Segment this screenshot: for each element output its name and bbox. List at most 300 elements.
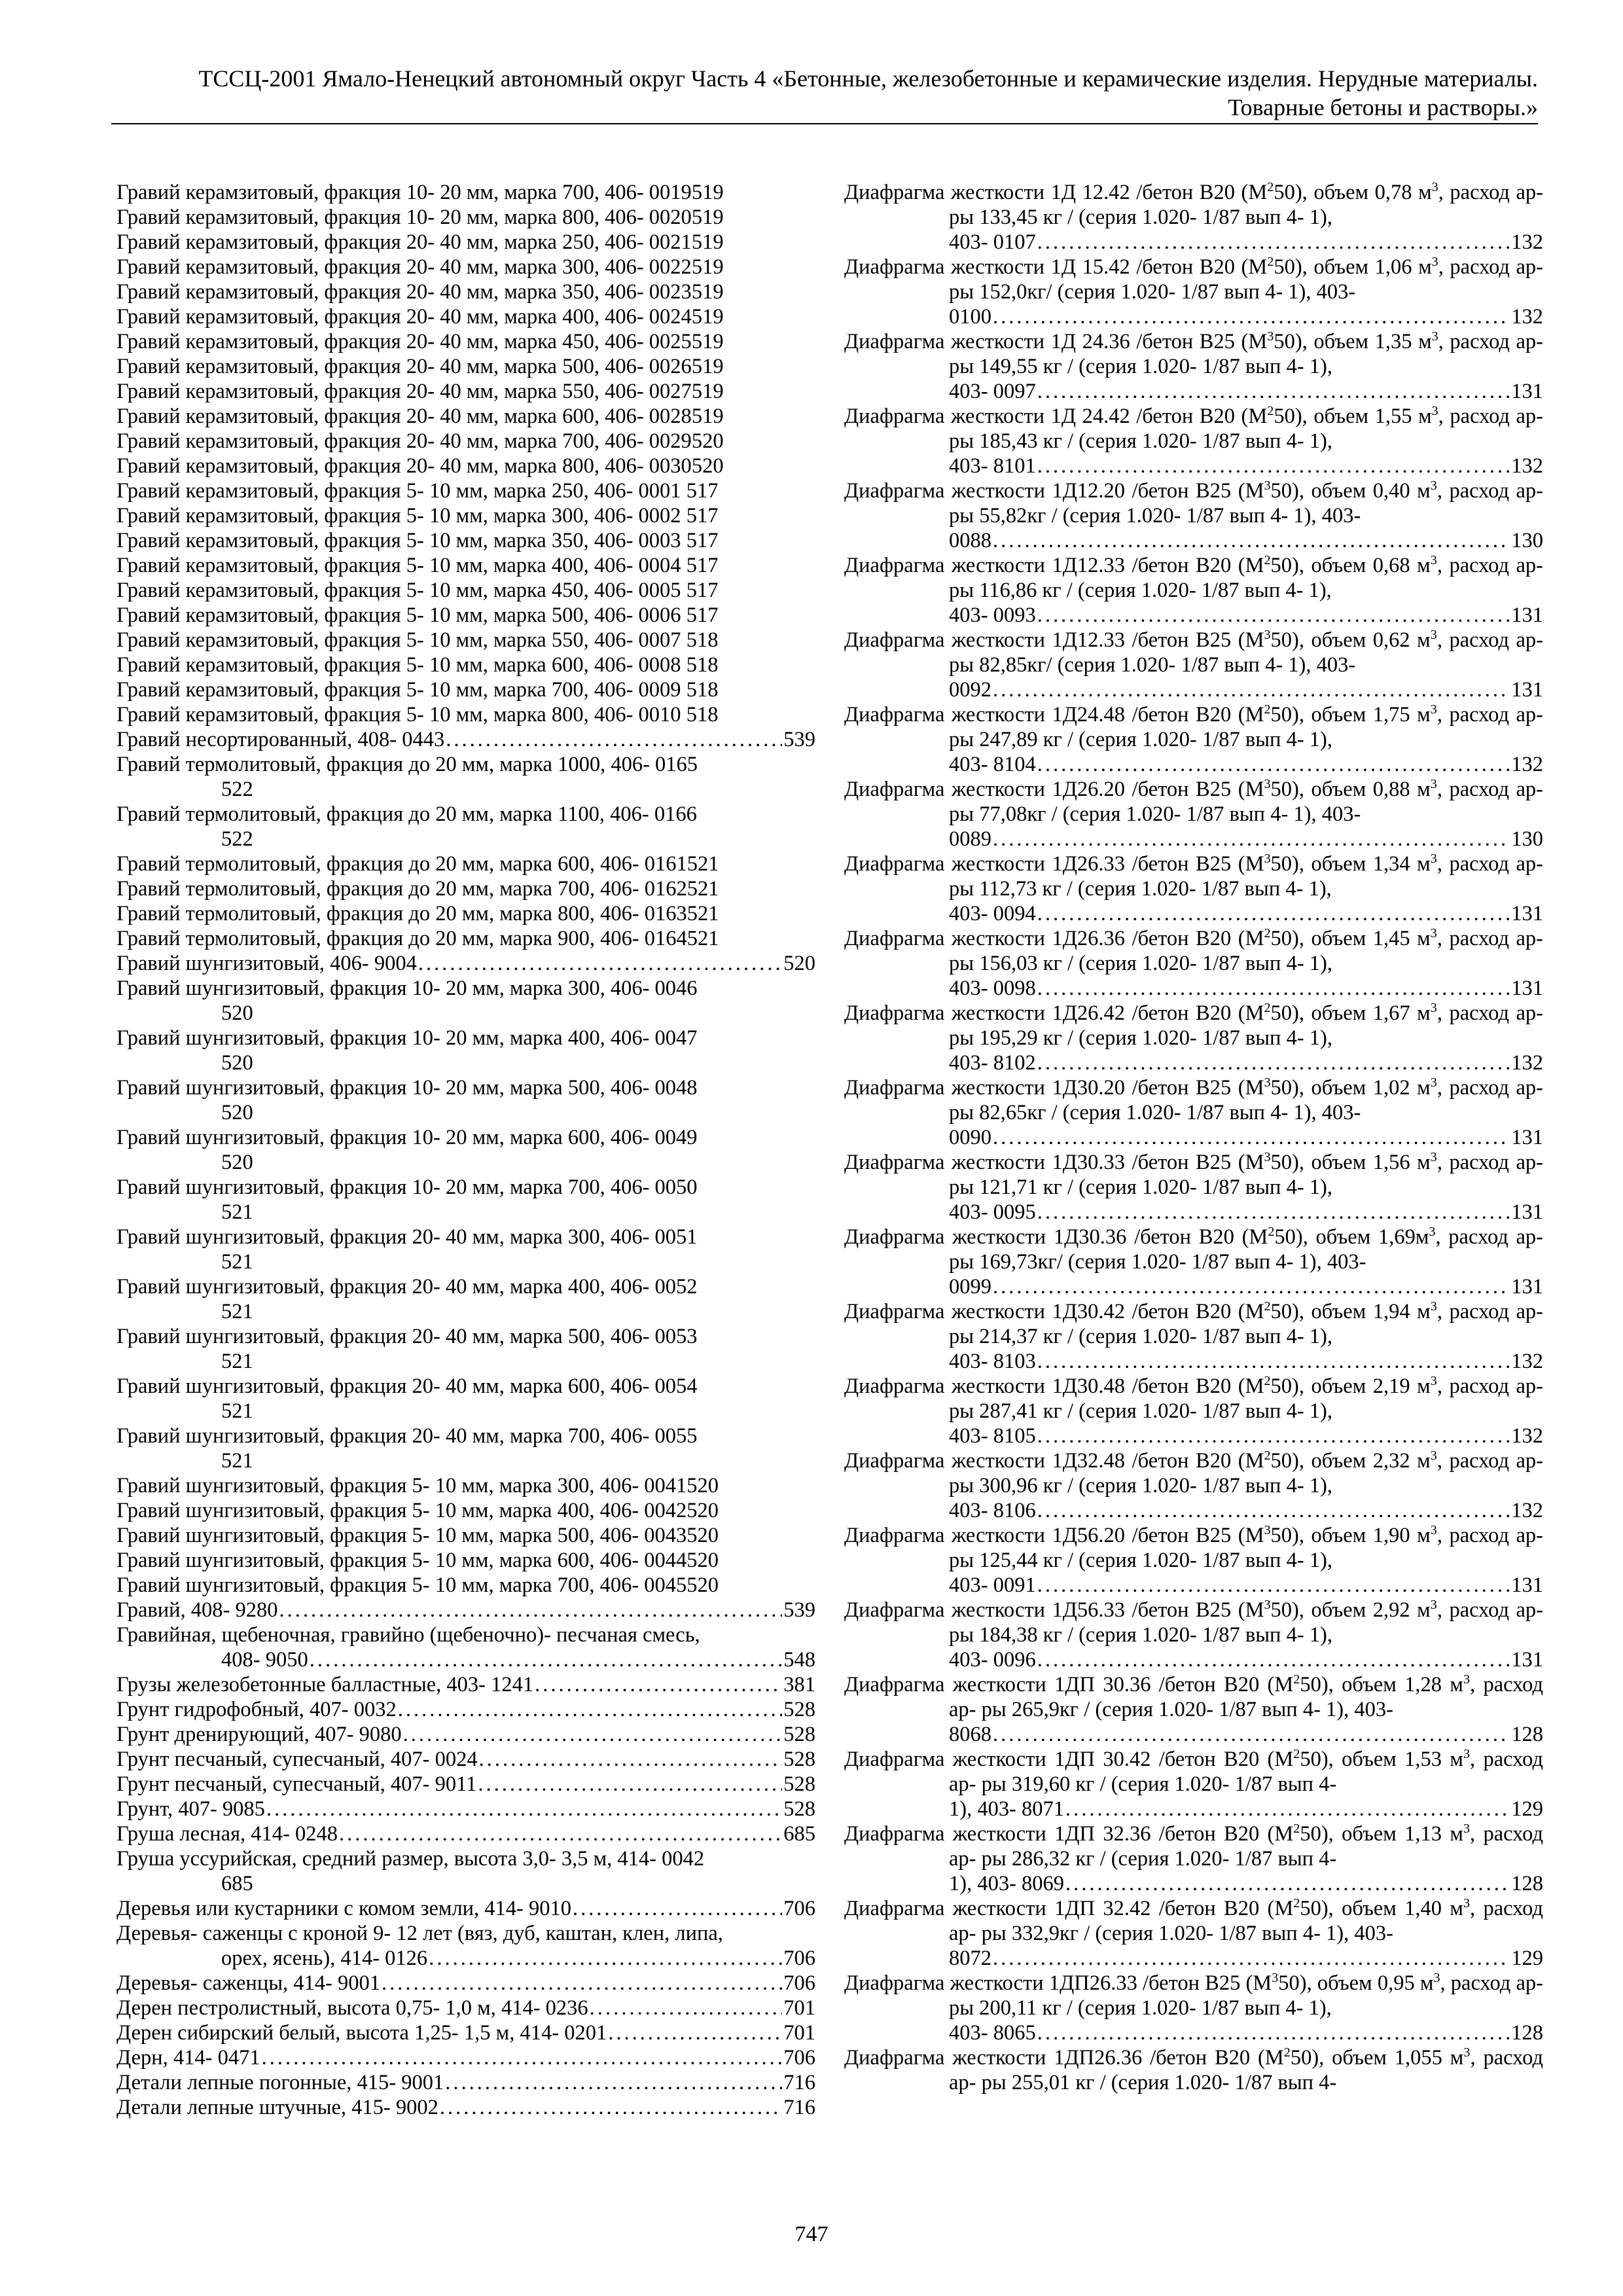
entry-page-47: 381 — [783, 1673, 815, 1696]
entry-text: Диафрагма жесткости 1Д56.20 /бетон B25 $(M^350)$, объем 1,90 $м^3$, расход ар- ры 125,44 кг / (серия 1.020- 1/87 вып 4- 1), — [844, 1523, 1544, 1572]
entry-text-14: 0099 — [949, 1275, 991, 1299]
superscript: 3 — [1264, 478, 1271, 493]
entry-text: Гравий шунгизитовый, фракция 20- 40 мм, марка 300, 406- 0051 — [116, 1225, 698, 1249]
entry-text-9: 403- 0094 — [949, 902, 1036, 925]
index-entry — [116, 329, 815, 354]
dot-leader — [382, 1971, 782, 1996]
index-entry — [844, 2045, 1543, 2095]
entry-leader-row — [221, 1946, 815, 1971]
entry-page-18: 131 — [1511, 1573, 1543, 1597]
superscript: 3 — [1431, 180, 1438, 195]
entry-text-56: орех, ясень), 414- 0126 — [221, 1946, 428, 1970]
dot-leader — [1037, 379, 1510, 404]
dot-leader — [1065, 1871, 1510, 1896]
entry-page-14: 131 — [1511, 1275, 1543, 1299]
index-entry — [116, 1374, 815, 1424]
entry-page: 520 — [221, 1051, 253, 1075]
entry-page-15: 132 — [1511, 1350, 1543, 1373]
entry-text-55: Деревья или кустарники с комом земли, 414- 9010 — [116, 1897, 572, 1920]
dot-leader — [993, 1946, 1510, 1971]
superscript: 3 — [1264, 628, 1271, 643]
entry-page-20: 128 — [1511, 1723, 1543, 1746]
entry-text: Диафрагма жесткости 1Д32.48 /бетон B20 $(M^250)$, объем 2,32 $м^3$, расход ар- ры 300,96 кг / (серия 1.020- 1/87 вып 4- 1), — [844, 1448, 1544, 1498]
index-entry — [116, 802, 815, 852]
index-entry — [116, 901, 815, 926]
entry-text: Гравий керамзитовый, фракция 5- 10 мм, марка 800, 406- 0010 — [116, 703, 681, 726]
index-entry — [116, 1747, 815, 1772]
dot-leader — [993, 677, 1510, 702]
dot-leader — [1037, 1050, 1510, 1075]
index-entry — [116, 2070, 815, 2095]
entry-text: Диафрагма жесткости 1ДП 30.42 /бетон B20 $(M^250)$, объем 1,53 $м^3$, расход ар- ры 319,60 кг / (серия 1.020- 1/87 вып 4- — [844, 1747, 1544, 1796]
dot-leader — [339, 1821, 782, 1846]
entry-text-23: 8072 — [949, 1946, 991, 1970]
entry-page-49: 528 — [783, 1723, 815, 1746]
entry-page: 520 — [691, 454, 724, 478]
superscript: 2 — [1264, 1374, 1271, 1389]
index-column-left — [116, 180, 815, 2120]
entry-text-49: Грунт дренирующий, 407- 9080 — [116, 1723, 402, 1746]
entry-page-5: 131 — [1511, 603, 1543, 627]
index-entry — [116, 2095, 815, 2120]
index-entry — [116, 1473, 815, 1498]
entry-text: Гравий термолитовый, фракция до 20 мм, марка 1000, 406- 0165 — [116, 753, 698, 776]
entry-text: Гравий керамзитовый, фракция 20- 40 мм, марка 500, 406- 0026 — [116, 355, 692, 378]
entry-page: 520 — [221, 1001, 253, 1025]
entry-page: 519 — [691, 330, 724, 353]
index-entry — [844, 1747, 1543, 1821]
index-entry — [116, 1821, 815, 1846]
entry-leader-row — [949, 1274, 1543, 1299]
superscript: 2 — [1267, 404, 1274, 419]
entry-leader-row — [116, 727, 815, 752]
entry-text-59: Дерен сибирский белый, высота 1,25- 1,5 м, 414- 0201 — [116, 2021, 607, 2045]
entry-text: Диафрагма жесткости 1Д56.33 /бетон B25 $(M^350)$, объем 2,92 $м^3$, расход ар- ры 184,38 кг / (серия 1.020- 1/87 вып 4- 1), — [844, 1598, 1544, 1647]
index-entry — [116, 1672, 815, 1697]
superscript: 3 — [1463, 2045, 1471, 2060]
entry-leader-row — [949, 1050, 1543, 1075]
superscript: 2 — [1264, 1001, 1271, 1016]
entry-leader-row — [116, 1772, 815, 1797]
entry-page-19: 131 — [1511, 1648, 1543, 1672]
entry-text: Гравий керамзитовый, фракция 20- 40 мм, марка 700, 406- 0029 — [116, 429, 692, 453]
entry-leader-row — [949, 1797, 1543, 1821]
entry-text-50: Грунт песчаный, супесчаный, 407- 0024 — [116, 1748, 478, 1771]
entry-text: Гравий керамзитовый, фракция 10- 20 мм, марка 800, 406- 0020 — [116, 206, 692, 229]
superscript: 3 — [1430, 1448, 1437, 1463]
entry-leader-row — [949, 304, 1543, 329]
dot-leader — [1037, 1647, 1510, 1672]
entry-page: 522 — [221, 778, 253, 801]
entry-text: Гравий керамзитовый, фракция 20- 40 мм, марка 800, 406- 0030 — [116, 454, 692, 478]
index-entry — [116, 255, 815, 279]
entry-text-53: Груша лесная, 414- 0248 — [116, 1822, 338, 1846]
entry-page-12: 131 — [1511, 1126, 1543, 1149]
entry-page: 521 — [221, 1200, 253, 1224]
index-entry — [116, 478, 815, 503]
entry-text: Гравий шунгизитовый, фракция 20- 40 мм, марка 700, 406- 0055 — [116, 1424, 698, 1448]
entry-page-45: 539 — [783, 1598, 815, 1622]
entry-leader-row — [949, 1647, 1543, 1672]
entry-text: Гравий термолитовый, фракция до 20 мм, марка 800, 406- 0163 — [116, 902, 687, 925]
entry-text-18: 403- 0091 — [949, 1573, 1036, 1597]
running-header-line-2: Товарные бетоны и растворы.» — [1228, 94, 1538, 120]
superscript: 3 — [1463, 1747, 1471, 1762]
entry-page-2: 131 — [1511, 380, 1543, 403]
dot-leader — [1037, 603, 1510, 628]
dot-leader — [590, 1996, 783, 2020]
entry-leader-row — [949, 752, 1543, 777]
entry-text: Гравий керамзитовый, фракция 20- 40 мм, марка 450, 406- 0025 — [116, 330, 692, 353]
entry-page-59: 701 — [783, 2021, 815, 2045]
index-entry — [844, 777, 1543, 852]
entry-text: Диафрагма жесткости 1ДП 32.36 /бетон B20 $(M^250)$, объем 1,13 $м^3$, расход ар- ры 286,32 кг / (серия 1.020- 1/87 вып 4- — [844, 1821, 1544, 1871]
entry-page: 520 — [687, 1573, 719, 1597]
entry-text-10: 403- 0098 — [949, 977, 1036, 1000]
index-entry — [116, 1921, 815, 1971]
entry-leader-row — [116, 1697, 815, 1722]
index-entry — [116, 1424, 815, 1473]
dot-leader — [993, 1722, 1510, 1747]
entry-text-60: Дерн, 414- 0471 — [116, 2046, 260, 2070]
entry-text: Диафрагма жесткости 1Д 24.36 /бетон B25 $(M^350)$, объем 1,35 $м^3$, расход ар- ры 149,55 кг / (серия 1.020- 1/87 вып 4- 1), — [844, 329, 1543, 378]
entry-text-11: 403- 8102 — [949, 1051, 1036, 1075]
running-header — [111, 64, 1538, 122]
dot-leader — [418, 951, 782, 976]
entry-page-0: 132 — [1511, 230, 1543, 254]
entry-text: Гравий шунгизитовый, фракция 5- 10 мм, марка 400, 406- 0042 — [116, 1499, 687, 1522]
index-entry — [844, 1374, 1543, 1448]
entry-leader-row — [949, 1573, 1543, 1598]
entry-text-17: 403- 8106 — [949, 1499, 1036, 1522]
superscript: 3 — [1430, 1299, 1437, 1314]
entry-text: Диафрагма жесткости 1Д30.42 /бетон B20 $(M^250)$, объем 1,94 $м^3$, расход ар- ры 214,37 кг / (серия 1.020- 1/87 вып 4- 1), — [844, 1299, 1544, 1348]
index-entry — [844, 1448, 1543, 1523]
entry-page-55: 706 — [783, 1897, 815, 1920]
entry-text: Гравий керамзитовый, фракция 5- 10 мм, марка 450, 406- 0005 — [116, 579, 681, 602]
entry-page: 518 — [681, 653, 719, 677]
entry-leader-row — [116, 951, 815, 976]
index-entry — [116, 1274, 815, 1324]
entry-text: Гравий шунгизитовый, фракция 20- 40 мм, марка 400, 406- 0052 — [116, 1275, 698, 1299]
index-entry — [116, 2045, 815, 2070]
entry-text-46: 408- 9050 — [221, 1648, 308, 1672]
superscript: 2 — [1264, 553, 1271, 568]
entry-page-17: 132 — [1511, 1499, 1543, 1522]
superscript: 3 — [1431, 404, 1438, 419]
entry-page: 520 — [687, 1524, 719, 1547]
entry-page: 519 — [691, 230, 724, 254]
entry-text: Диафрагма жесткости 1Д30.36 /бетон B20 $(M^250)$, объем $1,69м^3$, расход ар- ры 169,73кг/ (серия 1.020- 1/87 вып 4- 1), 403- — [844, 1225, 1544, 1274]
superscript: 3 — [1430, 1075, 1437, 1090]
entry-page: 521 — [221, 1399, 253, 1423]
entry-leader-row — [116, 1598, 815, 1623]
dot-leader — [1037, 230, 1510, 255]
superscript: 3 — [1264, 1150, 1271, 1165]
index-entry — [116, 354, 815, 379]
entry-text: Диафрагма жесткости 1Д12.20 /бетон B25 $(M^350)$, объем 0,40 $м^3$, расход ар- ры 55,82кг / (серия 1.020- 1/87 вып 4- 1), 403- — [844, 478, 1544, 528]
entry-page: 519 — [691, 305, 724, 329]
index-entry — [116, 628, 815, 653]
index-entry — [116, 677, 815, 702]
entry-leader-row — [116, 1797, 815, 1821]
superscript: 3 — [1430, 553, 1437, 568]
index-entry — [844, 1821, 1543, 1896]
dot-leader — [993, 1274, 1510, 1299]
entry-page: 521 — [687, 852, 719, 876]
dot-leader — [1037, 976, 1510, 1001]
dot-leader — [1065, 1797, 1510, 1821]
entry-text-52: Грунт, 407- 9085 — [116, 1797, 265, 1821]
entry-text: Гравий керамзитовый, фракция 20- 40 мм, марка 550, 406- 0027 — [116, 380, 692, 403]
entry-page: 520 — [221, 1101, 253, 1124]
dot-leader — [478, 1772, 782, 1797]
entry-page: 517 — [681, 603, 719, 627]
index-entry — [844, 180, 1543, 255]
index-entry — [116, 379, 815, 404]
entry-leader-row — [116, 1821, 815, 1846]
dot-leader — [1037, 1498, 1510, 1523]
entry-text: Гравий шунгизитовый, фракция 20- 40 мм, марка 500, 406- 0053 — [116, 1325, 698, 1348]
entry-text: Гравий шунгизитовый, фракция 5- 10 мм, марка 500, 406- 0043 — [116, 1524, 687, 1547]
entry-leader-row — [116, 1722, 815, 1747]
index-entry — [844, 628, 1543, 702]
index-entry — [116, 1772, 815, 1797]
entry-text: Гравийная, щебеночная, гравийно (щебеночно)- песчаная смесь, — [116, 1623, 700, 1647]
entry-text: Гравий керамзитовый, фракция 10- 20 мм, марка 700, 406- 0019 — [116, 181, 692, 204]
entry-page: 519 — [691, 255, 724, 279]
entry-text-61: Детали лепные погонные, 415- 9001 — [116, 2071, 444, 2094]
entry-leader-row — [949, 1946, 1543, 1971]
entry-leader-row — [116, 2045, 815, 2070]
dot-leader — [398, 1697, 783, 1722]
index-entry — [116, 553, 815, 578]
entry-text: Диафрагма жесткости 1Д 15.42 /бетон B20 $(M^250)$, объем 1,06 $м^3$, расход ар- ры 152,0кг/ (серия 1.020- 1/87 вып 4- 1), 403- — [844, 255, 1543, 304]
entry-page-52: 528 — [783, 1797, 815, 1821]
superscript: 3 — [1264, 852, 1271, 867]
index-entry — [844, 1598, 1543, 1672]
entry-text: Груша уссурийская, средний размер, высота 3,0- 3,5 м, 414- 0042 — [116, 1847, 705, 1871]
entry-text: Диафрагма жесткости 1Д30.20 /бетон B25 $(M^350)$, объем 1,02 $м^3$, расход ар- ры 82,65кг / (серия 1.020- 1/87 вып 4- 1), 403- — [844, 1075, 1544, 1124]
entry-leader-row — [949, 976, 1543, 1001]
index-entry — [844, 1299, 1543, 1374]
entry-leader-row — [116, 2095, 815, 2120]
entry-text: Гравий керамзитовый, фракция 5- 10 мм, марка 250, 406- 0001 — [116, 479, 681, 503]
entry-page-23: 129 — [1511, 1946, 1543, 1970]
entry-page: 520 — [221, 1151, 253, 1174]
superscript: 3 — [1430, 852, 1437, 867]
entry-page: 518 — [681, 703, 719, 726]
running-header-line-1: ТССЦ-2001 Ямало-Ненецкий автономный округ Часть 4 «Бетонные, железобетонные и керамические изделия. Нерудные материалы. — [198, 65, 1538, 92]
entry-text: Диафрагма жесткости 1Д26.36 /бетон B20 $(M^250)$, объем 1,45 $м^3$, расход ар- ры 156,03 кг / (серия 1.020- 1/87 вып 4- 1), — [844, 926, 1544, 975]
index-entry — [116, 1548, 815, 1573]
entry-page: 518 — [681, 678, 719, 702]
index-entry — [116, 702, 815, 727]
superscript: 3 — [1463, 1821, 1471, 1837]
dot-leader — [1037, 1573, 1510, 1598]
dot-leader — [279, 1598, 783, 1623]
index-entry — [116, 1498, 815, 1523]
index-entry — [844, 1896, 1543, 1971]
dot-leader — [1037, 454, 1510, 478]
index-entry — [116, 1225, 815, 1274]
entry-page-61: 716 — [783, 2071, 815, 2094]
entry-page-51: 528 — [783, 1772, 815, 1796]
entry-text: Диафрагма жесткости 1Д30.48 /бетон B20 $(M^250)$, объем 2,19 $м^3$, расход ар- ры 287,41 кг / (серия 1.020- 1/87 вып 4- 1), — [844, 1374, 1544, 1423]
dot-leader — [440, 2095, 782, 2120]
entry-text: Диафрагма жесткости 1Д 24.42 /бетон B20 $(M^250)$, объем 1,55 $м^3$, расход ар- ры 185,43 кг / (серия 1.020- 1/87 вып 4- 1), — [844, 404, 1543, 453]
entry-text: Диафрагма жесткости 1Д30.33 /бетон B25 $(M^350)$, объем 1,56 $м^3$, расход ар- ры 121,71 кг / (серия 1.020- 1/87 вып 4- 1), — [844, 1150, 1544, 1199]
index-entry — [116, 1697, 815, 1722]
dot-leader — [1037, 752, 1510, 777]
entry-text: Диафрагма жесткости 1Д12.33 /бетон B20 $(M^250)$, объем 0,68 $м^3$, расход ар- ры 116,86 кг / (серия 1.020- 1/87 вып 4- 1), — [844, 553, 1544, 602]
entry-leader-row — [949, 901, 1543, 926]
entry-text-12: 0090 — [949, 1126, 991, 1149]
entry-page-58: 701 — [783, 1996, 815, 2020]
entry-text-15: 403- 8103 — [949, 1350, 1036, 1373]
dot-leader — [1037, 1349, 1510, 1374]
entry-text: Диафрагма жесткости 1Д26.33 /бетон B25 $(M^350)$, объем 1,34 $м^3$, расход ар- ры 112,73 кг / (серия 1.020- 1/87 вып 4- 1), — [844, 852, 1544, 901]
entry-text: Диафрагма жесткости 1ДП 30.36 /бетон B20 $(M^250)$, объем 1,28 $м^3$, расход ар- ры 265,9кг / (серия 1.020- 1/87 вып 4- 1), 403- — [844, 1672, 1544, 1721]
entry-leader-row — [949, 1424, 1543, 1448]
index-entry — [116, 578, 815, 603]
entry-page: 517 — [681, 579, 719, 602]
superscript: 2 — [1264, 926, 1271, 941]
entry-page: 517 — [681, 504, 719, 528]
superscript: 3 — [1264, 1523, 1271, 1538]
entry-page: 517 — [681, 479, 719, 503]
dot-leader — [993, 827, 1510, 852]
index-entry — [116, 528, 815, 553]
entry-leader-row — [949, 454, 1543, 478]
entry-text: Гравий шунгизитовый, фракция 10- 20 мм, марка 400, 406- 0047 — [116, 1026, 698, 1050]
entry-text-8: 0089 — [949, 827, 991, 851]
entry-page: 519 — [691, 355, 724, 378]
entry-page: 685 — [221, 1872, 253, 1895]
index-entry — [116, 180, 815, 205]
index-entry — [116, 1846, 815, 1896]
superscript: 2 — [1293, 1896, 1300, 1911]
superscript: 2 — [1264, 702, 1271, 717]
entry-text: Диафрагма жесткости 1Д24.48 /бетон B20 $(M^250)$, объем 1,75 $м^3$, расход ар- ры 247,89 кг / (серия 1.020- 1/87 вып 4- 1), — [844, 702, 1544, 751]
entry-page-1: 132 — [1511, 305, 1543, 329]
index-entry — [116, 1125, 815, 1175]
superscript: 2 — [1264, 1299, 1271, 1314]
entry-page-48: 528 — [783, 1698, 815, 1721]
dot-leader — [1037, 1200, 1510, 1225]
superscript: 2 — [1267, 255, 1274, 270]
entry-text-22: Гравий несортированный, 408- 0443 — [116, 728, 445, 751]
entry-text: Диафрагма жесткости 1ДП26.33 /бетон B25 $(M^350)$, объем 0,95 $м^3$, расход ар- ры 200,11 кг / (серия 1.020- 1/87 вып 4- 1), — [844, 1971, 1543, 2020]
entry-leader-row — [949, 827, 1543, 852]
dot-leader — [479, 1747, 783, 1772]
entry-page: 518 — [681, 628, 719, 652]
entry-text: Гравий шунгизитовый, фракция 10- 20 мм, марка 600, 406- 0049 — [116, 1126, 698, 1149]
superscript: 3 — [1264, 777, 1271, 792]
entry-leader-row — [116, 1996, 815, 2020]
entry-page-50: 528 — [783, 1748, 815, 1771]
dot-leader — [608, 2020, 782, 2045]
entry-leader-row — [949, 1722, 1543, 1747]
entry-text: Гравий шунгизитовый, фракция 10- 20 мм, марка 700, 406- 0050 — [116, 1175, 698, 1199]
dot-leader — [403, 1722, 783, 1747]
entry-text-13: 403- 0095 — [949, 1200, 1036, 1224]
entry-page-3: 132 — [1511, 454, 1543, 478]
entry-page-11: 132 — [1511, 1051, 1543, 1075]
entry-page-22: 128 — [1511, 1872, 1543, 1895]
entry-page: 521 — [687, 902, 719, 925]
superscript: 2 — [1283, 2045, 1291, 2060]
superscript: 3 — [1430, 1001, 1437, 1016]
page-number: 747 — [794, 2222, 829, 2246]
entry-leader-row — [949, 379, 1543, 404]
entry-text: Диафрагма жесткости 1Д26.42 /бетон B20 $(M^250)$, объем 1,67 $м^3$, расход ар- ры 195,29 кг / (серия 1.020- 1/87 вып 4- 1), — [844, 1001, 1544, 1050]
index-entry — [844, 852, 1543, 926]
entry-text-22: 1), 403- 8069 — [949, 1872, 1065, 1895]
entry-page: 520 — [691, 429, 724, 453]
superscript: 3 — [1463, 1896, 1471, 1911]
entry-text: Диафрагма жесткости 1Д26.20 /бетон B25 $(M^350)$, объем 0,88 $м^3$, расход ар- ры 77,08кг / (серия 1.020- 1/87 вып 4- 1), 403- — [844, 777, 1544, 826]
entry-text: Гравий керамзитовый, фракция 20- 40 мм, марка 300, 406- 0022 — [116, 255, 692, 279]
entry-text: Гравий керамзитовый, фракция 5- 10 мм, марка 300, 406- 0002 — [116, 504, 681, 528]
entry-page-4: 130 — [1511, 529, 1543, 552]
index-entry — [844, 478, 1543, 553]
entry-page-7: 132 — [1511, 753, 1543, 776]
index-entry — [116, 279, 815, 304]
dot-leader — [573, 1896, 782, 1921]
entry-text-6: 0092 — [949, 678, 991, 702]
entry-page-56: 706 — [783, 1946, 815, 1970]
entry-text-51: Грунт песчаный, супесчаный, 407- 9011 — [116, 1772, 477, 1796]
superscript: 3 — [1430, 1523, 1437, 1538]
dot-leader — [993, 528, 1510, 553]
entry-page: 521 — [221, 1350, 253, 1373]
entry-leader-row — [949, 1871, 1543, 1896]
dot-leader — [266, 1797, 782, 1821]
index-entry — [116, 1573, 815, 1598]
index-entry — [116, 1598, 815, 1623]
entry-leader-row — [949, 603, 1543, 628]
index-entry — [116, 1971, 815, 1996]
entry-text: Гравий керамзитовый, фракция 5- 10 мм, марка 350, 406- 0003 — [116, 529, 681, 552]
entry-page-21: 129 — [1511, 1797, 1543, 1821]
superscript: 3 — [1430, 926, 1437, 941]
entry-page-29: 520 — [783, 952, 815, 975]
entry-leader-row — [949, 677, 1543, 702]
index-entry — [116, 1797, 815, 1821]
entry-leader-row — [116, 2070, 815, 2095]
entry-text: Гравий термолитовый, фракция до 20 мм, марка 900, 406- 0164 — [116, 927, 687, 950]
index-entry — [116, 603, 815, 628]
entry-text: Диафрагма жесткости 1Д 12.42 /бетон B20 $(M^250)$, объем 0,78 $м^3$, расход ар- ры 133,45 кг / (серия 1.020- 1/87 вып 4- 1), — [844, 180, 1543, 229]
entry-page-6: 131 — [1511, 678, 1543, 702]
superscript: 3 — [1430, 777, 1437, 792]
index-entry — [844, 1225, 1543, 1299]
entry-leader-row — [949, 1349, 1543, 1374]
superscript: 3 — [1463, 1672, 1471, 1687]
entry-text-3: 403- 8101 — [949, 454, 1036, 478]
entry-leader-row — [116, 1672, 815, 1697]
superscript: 2 — [1293, 1821, 1300, 1837]
entry-text: Деревья- саженцы с кроной 9- 12 лет (вяз, дуб, каштан, клен, липа, — [116, 1922, 723, 1945]
entry-text: Гравий керамзитовый, фракция 20- 40 мм, марка 400, 406- 0024 — [116, 305, 692, 329]
entry-text: Гравий керамзитовый, фракция 5- 10 мм, марка 400, 406- 0004 — [116, 554, 681, 577]
entry-leader-row — [221, 1647, 815, 1672]
superscript: 2 — [1268, 1225, 1275, 1240]
entry-text-4: 0088 — [949, 529, 991, 552]
dot-leader — [1037, 2020, 1510, 2045]
superscript: 3 — [1430, 1374, 1437, 1389]
